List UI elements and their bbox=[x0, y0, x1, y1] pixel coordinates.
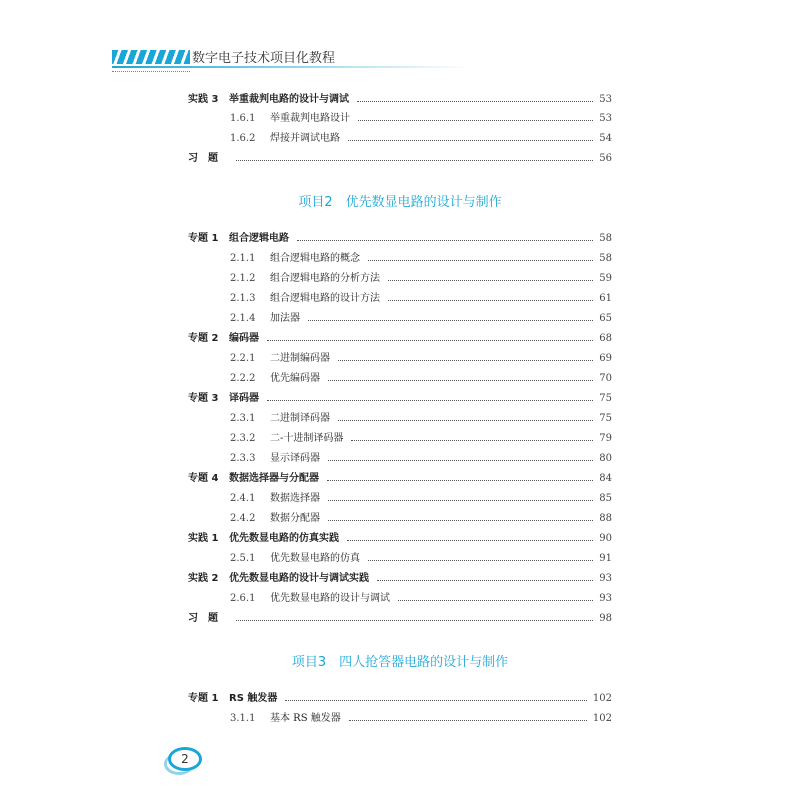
toc-page-number: 90 bbox=[599, 533, 612, 544]
dot-leader bbox=[285, 700, 587, 701]
project-heading: 项目3 四人抢答器电路的设计与制作 bbox=[291, 655, 509, 670]
toc-subentry-title: 举重裁判电路设计 bbox=[270, 113, 350, 124]
toc-entry bbox=[188, 151, 612, 167]
toc-page-number: 88 bbox=[599, 513, 612, 524]
toc-subentry-title: 优先数显电路的设计与调试 bbox=[270, 593, 390, 604]
toc-subentry bbox=[188, 371, 612, 387]
dot-leader bbox=[338, 420, 593, 421]
toc-subentry-title: 焊接并调试电路 bbox=[270, 133, 340, 144]
dot-leader bbox=[388, 280, 593, 281]
toc-entry-label: 专题 4 bbox=[188, 473, 219, 484]
toc-entry bbox=[188, 471, 612, 487]
toc-subentry bbox=[188, 511, 612, 527]
toc-section-number: 2.3.3 bbox=[230, 453, 256, 464]
dot-leader bbox=[348, 140, 593, 141]
toc-subentry-title: 数据分配器 bbox=[270, 513, 320, 524]
toc-entry bbox=[188, 691, 612, 707]
toc-subentry bbox=[188, 491, 612, 507]
dot-leader bbox=[388, 300, 593, 301]
toc-subentry-title: 二-十进制译码器 bbox=[270, 433, 344, 444]
toc-entry-title: 举重裁判电路的设计与调试 bbox=[229, 94, 349, 105]
toc-entry bbox=[188, 531, 612, 547]
toc-page-number: 70 bbox=[599, 373, 612, 384]
toc-entry-label: 实践 1 bbox=[188, 533, 219, 544]
toc-subentry-title: 优先编码器 bbox=[270, 373, 320, 384]
dot-leader bbox=[308, 320, 593, 321]
dot-leader bbox=[368, 260, 593, 261]
toc-entry bbox=[188, 331, 612, 347]
running-header bbox=[112, 44, 472, 74]
dot-leader bbox=[328, 380, 593, 381]
page-number-badge bbox=[164, 745, 204, 773]
toc-section-number: 1.6.1 bbox=[230, 113, 256, 124]
toc-page-number: 75 bbox=[599, 393, 612, 404]
dot-leader bbox=[358, 120, 593, 121]
dot-leader bbox=[377, 580, 593, 581]
dot-leader bbox=[327, 480, 593, 481]
toc-page-number: 58 bbox=[599, 233, 612, 244]
toc-entry-title: 优先数显电路的设计与调试实践 bbox=[229, 573, 369, 584]
toc-subentry-title: 数据选择器 bbox=[270, 493, 320, 504]
toc-entry-label: 实践 2 bbox=[188, 573, 219, 584]
toc-entry bbox=[188, 611, 612, 627]
toc-entry-label: 专题 1 bbox=[188, 693, 219, 704]
dot-leader bbox=[349, 720, 587, 721]
toc-section-number: 2.2.2 bbox=[230, 373, 256, 384]
toc-entry-label: 专题 1 bbox=[188, 233, 219, 244]
toc-subentry-title: 优先数显电路的仿真 bbox=[270, 553, 360, 564]
toc-section-number: 2.5.1 bbox=[230, 553, 256, 564]
toc-entry-title: 组合逻辑电路 bbox=[229, 233, 289, 244]
toc-subentry bbox=[188, 311, 612, 327]
toc-page-number: 79 bbox=[599, 433, 612, 444]
toc-entry-title: 数据选择器与分配器 bbox=[229, 473, 319, 484]
book-title: 数字电子技术项目化教程 bbox=[192, 51, 336, 66]
toc-section-number: 2.4.2 bbox=[230, 513, 256, 524]
toc-entry-title: 编码器 bbox=[229, 333, 259, 344]
toc-page-number: 75 bbox=[599, 413, 612, 424]
toc-subentry bbox=[188, 551, 612, 567]
toc-page-number: 58 bbox=[599, 253, 612, 264]
toc-subentry bbox=[188, 591, 612, 607]
toc-page-number: 68 bbox=[599, 333, 612, 344]
toc-section-number: 2.1.1 bbox=[230, 253, 256, 264]
toc-subentry bbox=[188, 351, 612, 367]
toc-subentry bbox=[188, 271, 612, 287]
toc-subentry bbox=[188, 291, 612, 307]
dot-leader bbox=[357, 101, 593, 102]
toc-entry bbox=[188, 571, 612, 587]
toc-subentry bbox=[188, 251, 612, 267]
toc-section-number: 1.6.2 bbox=[230, 133, 256, 144]
toc-page-number: 91 bbox=[599, 553, 612, 564]
toc-page-number: 93 bbox=[599, 573, 612, 584]
toc-subentry-title: 二进制编码器 bbox=[270, 353, 330, 364]
toc-entry-label: 专题 3 bbox=[188, 393, 219, 404]
dot-leader bbox=[267, 340, 593, 341]
toc-entry-title: 译码器 bbox=[229, 393, 259, 404]
dot-leader bbox=[236, 160, 593, 161]
toc-page-number: 54 bbox=[599, 133, 612, 144]
toc-section-number: 2.1.3 bbox=[230, 293, 256, 304]
toc-page-number: 61 bbox=[599, 293, 612, 304]
toc-page-number: 59 bbox=[599, 273, 612, 284]
toc-subentry-title: 组合逻辑电路的分析方法 bbox=[270, 273, 380, 284]
toc-page-number: 53 bbox=[599, 94, 612, 105]
dot-leader bbox=[338, 360, 593, 361]
toc-page-number: 65 bbox=[599, 313, 612, 324]
toc-subentry-title: 组合逻辑电路的概念 bbox=[270, 253, 360, 264]
toc-entry-title: 优先数显电路的仿真实践 bbox=[229, 533, 339, 544]
dot-leader bbox=[328, 500, 593, 501]
dot-leader bbox=[328, 460, 593, 461]
toc-subentry bbox=[188, 411, 612, 427]
toc-subentry bbox=[188, 711, 612, 727]
toc-section-number: 2.4.1 bbox=[230, 493, 256, 504]
toc-section-number: 2.2.1 bbox=[230, 353, 256, 364]
toc-subentry-title: 基本 RS 触发器 bbox=[270, 713, 341, 724]
toc-section-number: 2.3.1 bbox=[230, 413, 256, 424]
header-dotted-rule bbox=[112, 71, 190, 73]
toc-subentry-title: 显示译码器 bbox=[270, 453, 320, 464]
dot-leader bbox=[267, 400, 593, 401]
toc-page-number: 98 bbox=[599, 613, 612, 624]
toc-subentry bbox=[188, 451, 612, 467]
toc-entry-label: 习 题 bbox=[188, 153, 218, 164]
toc-page-number: 69 bbox=[599, 353, 612, 364]
toc-subentry-title: 加法器 bbox=[270, 313, 300, 324]
dot-leader bbox=[351, 440, 593, 441]
toc-entry-label: 习 题 bbox=[188, 613, 218, 624]
toc-page-number: 102 bbox=[592, 713, 612, 724]
toc-subentry bbox=[188, 431, 612, 447]
toc-entry bbox=[188, 92, 612, 108]
toc-page-number: 93 bbox=[599, 593, 612, 604]
toc-entry-title: RS 触发器 bbox=[229, 693, 278, 704]
dot-leader bbox=[368, 560, 593, 561]
toc-page-number: 56 bbox=[599, 153, 612, 164]
project-heading: 项目2 优先数显电路的设计与制作 bbox=[298, 195, 502, 210]
toc-entry bbox=[188, 391, 612, 407]
toc-page-number: 85 bbox=[599, 493, 612, 504]
toc-entry bbox=[188, 231, 612, 247]
toc-page-number: 84 bbox=[599, 473, 612, 484]
dot-leader bbox=[297, 240, 593, 241]
dot-leader bbox=[236, 620, 593, 621]
toc-page-number: 102 bbox=[592, 693, 612, 704]
dot-leader bbox=[347, 540, 593, 541]
toc-entry-label: 实践 3 bbox=[188, 94, 219, 105]
dot-leader bbox=[398, 600, 593, 601]
toc-subentry bbox=[188, 111, 612, 127]
toc-section-number: 2.1.2 bbox=[230, 273, 256, 284]
toc-section-number: 2.6.1 bbox=[230, 593, 256, 604]
toc-page-number: 53 bbox=[599, 113, 612, 124]
toc-subentry-title: 二进制译码器 bbox=[270, 413, 330, 424]
dot-leader bbox=[328, 520, 593, 521]
page-number: 2 bbox=[181, 752, 189, 766]
header-stripes-decoration bbox=[112, 50, 190, 64]
toc-section-number: 2.3.2 bbox=[230, 433, 256, 444]
toc-page-number: 80 bbox=[599, 453, 612, 464]
toc-section-number: 2.1.4 bbox=[230, 313, 256, 324]
header-rule bbox=[112, 66, 472, 68]
toc-section-number: 3.1.1 bbox=[230, 713, 256, 724]
toc-subentry bbox=[188, 131, 612, 147]
toc-entry-label: 专题 2 bbox=[188, 333, 219, 344]
toc-subentry-title: 组合逻辑电路的设计方法 bbox=[270, 293, 380, 304]
